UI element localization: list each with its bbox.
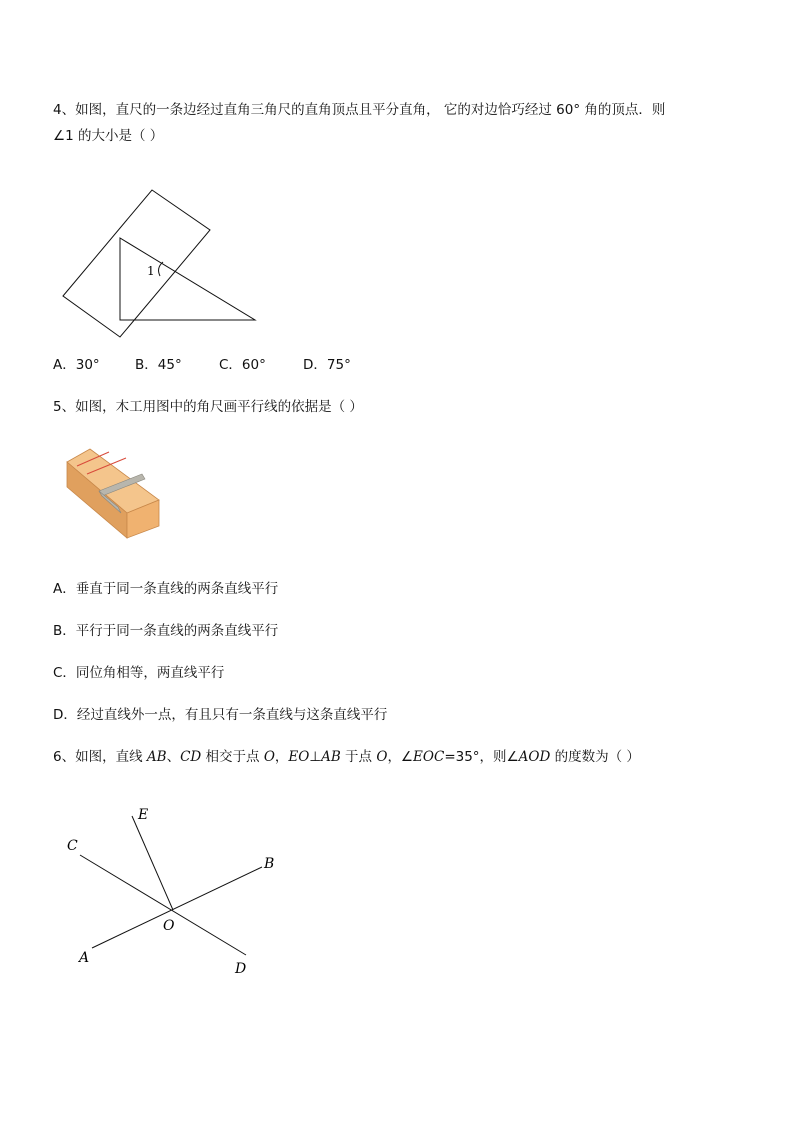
q6-stem-o-2: O <box>376 749 388 765</box>
label-e: E <box>138 807 149 823</box>
q4-options <box>53 355 351 375</box>
q6-stem-eoc: EOC <box>413 749 445 765</box>
q6-stem-perp: ⊥ <box>309 749 322 765</box>
label-d: D <box>235 961 247 977</box>
q6-stem-ab: AB <box>146 749 167 765</box>
q6-stem-part-g: ， <box>274 749 289 765</box>
q6-stem <box>53 747 640 767</box>
q6-stem-part-e: 相交于点 <box>201 749 264 765</box>
q5-wood-block-image <box>66 448 162 540</box>
line-ab <box>92 867 262 948</box>
q4-option-a: A．30° <box>53 357 100 373</box>
q6-figure <box>60 800 290 985</box>
q6-stem-part-m: ，∠ <box>387 749 414 765</box>
line-cd <box>80 855 246 955</box>
q6-stem-o: O <box>263 749 275 765</box>
angle-1-label: 1 <box>147 264 155 278</box>
q6-stem-eo: EO <box>288 749 310 765</box>
ray-oe <box>132 816 173 910</box>
ruler-shape <box>63 190 210 337</box>
triangle-shape <box>120 238 255 320</box>
label-o: O <box>163 918 175 934</box>
q5-option-b: B．平行于同一条直线的两条直线平行 <box>53 623 279 639</box>
q4-option-b: B．45° <box>135 357 182 373</box>
label-b: B <box>264 856 275 872</box>
q6-stem-ab-2: AB <box>321 749 341 765</box>
label-a: A <box>79 950 90 966</box>
q4-option-d: D．75° <box>303 357 351 373</box>
q6-stem-part-c: 、 <box>166 749 181 765</box>
q4-option-c: C．60° <box>219 357 266 373</box>
q6-stem-cd: CD <box>180 749 202 765</box>
q6-stem-aod: AOD <box>518 749 551 765</box>
q6-stem-part-a: 6、如图，直线 <box>53 749 147 765</box>
q5-option-c: C．同位角相等，两直线平行 <box>53 665 225 681</box>
q6-stem-part-k: 于点 <box>340 749 377 765</box>
q4-stem-line2: ∠1 的大小是（ ） <box>53 128 164 144</box>
q4-figure <box>55 185 265 345</box>
label-c: C <box>67 838 78 854</box>
q5-option-d: D．经过直线外一点，有且只有一条直线与这条直线平行 <box>53 707 388 723</box>
q5-stem: 5、如图，木工用图中的角尺画平行线的依据是（ ） <box>53 399 363 415</box>
q6-stem-part-q: 的度数为（ ） <box>550 749 640 765</box>
q4-stem-line1: 4、如图，直尺的一条边经过直角三角尺的直角顶点且平分直角， 它的对边恰巧经过 60° 角的顶点．则 <box>53 102 666 118</box>
q6-stem-part-o: =35°，则∠ <box>444 749 519 765</box>
q5-option-a: A．垂直于同一条直线的两条直线平行 <box>53 581 279 597</box>
